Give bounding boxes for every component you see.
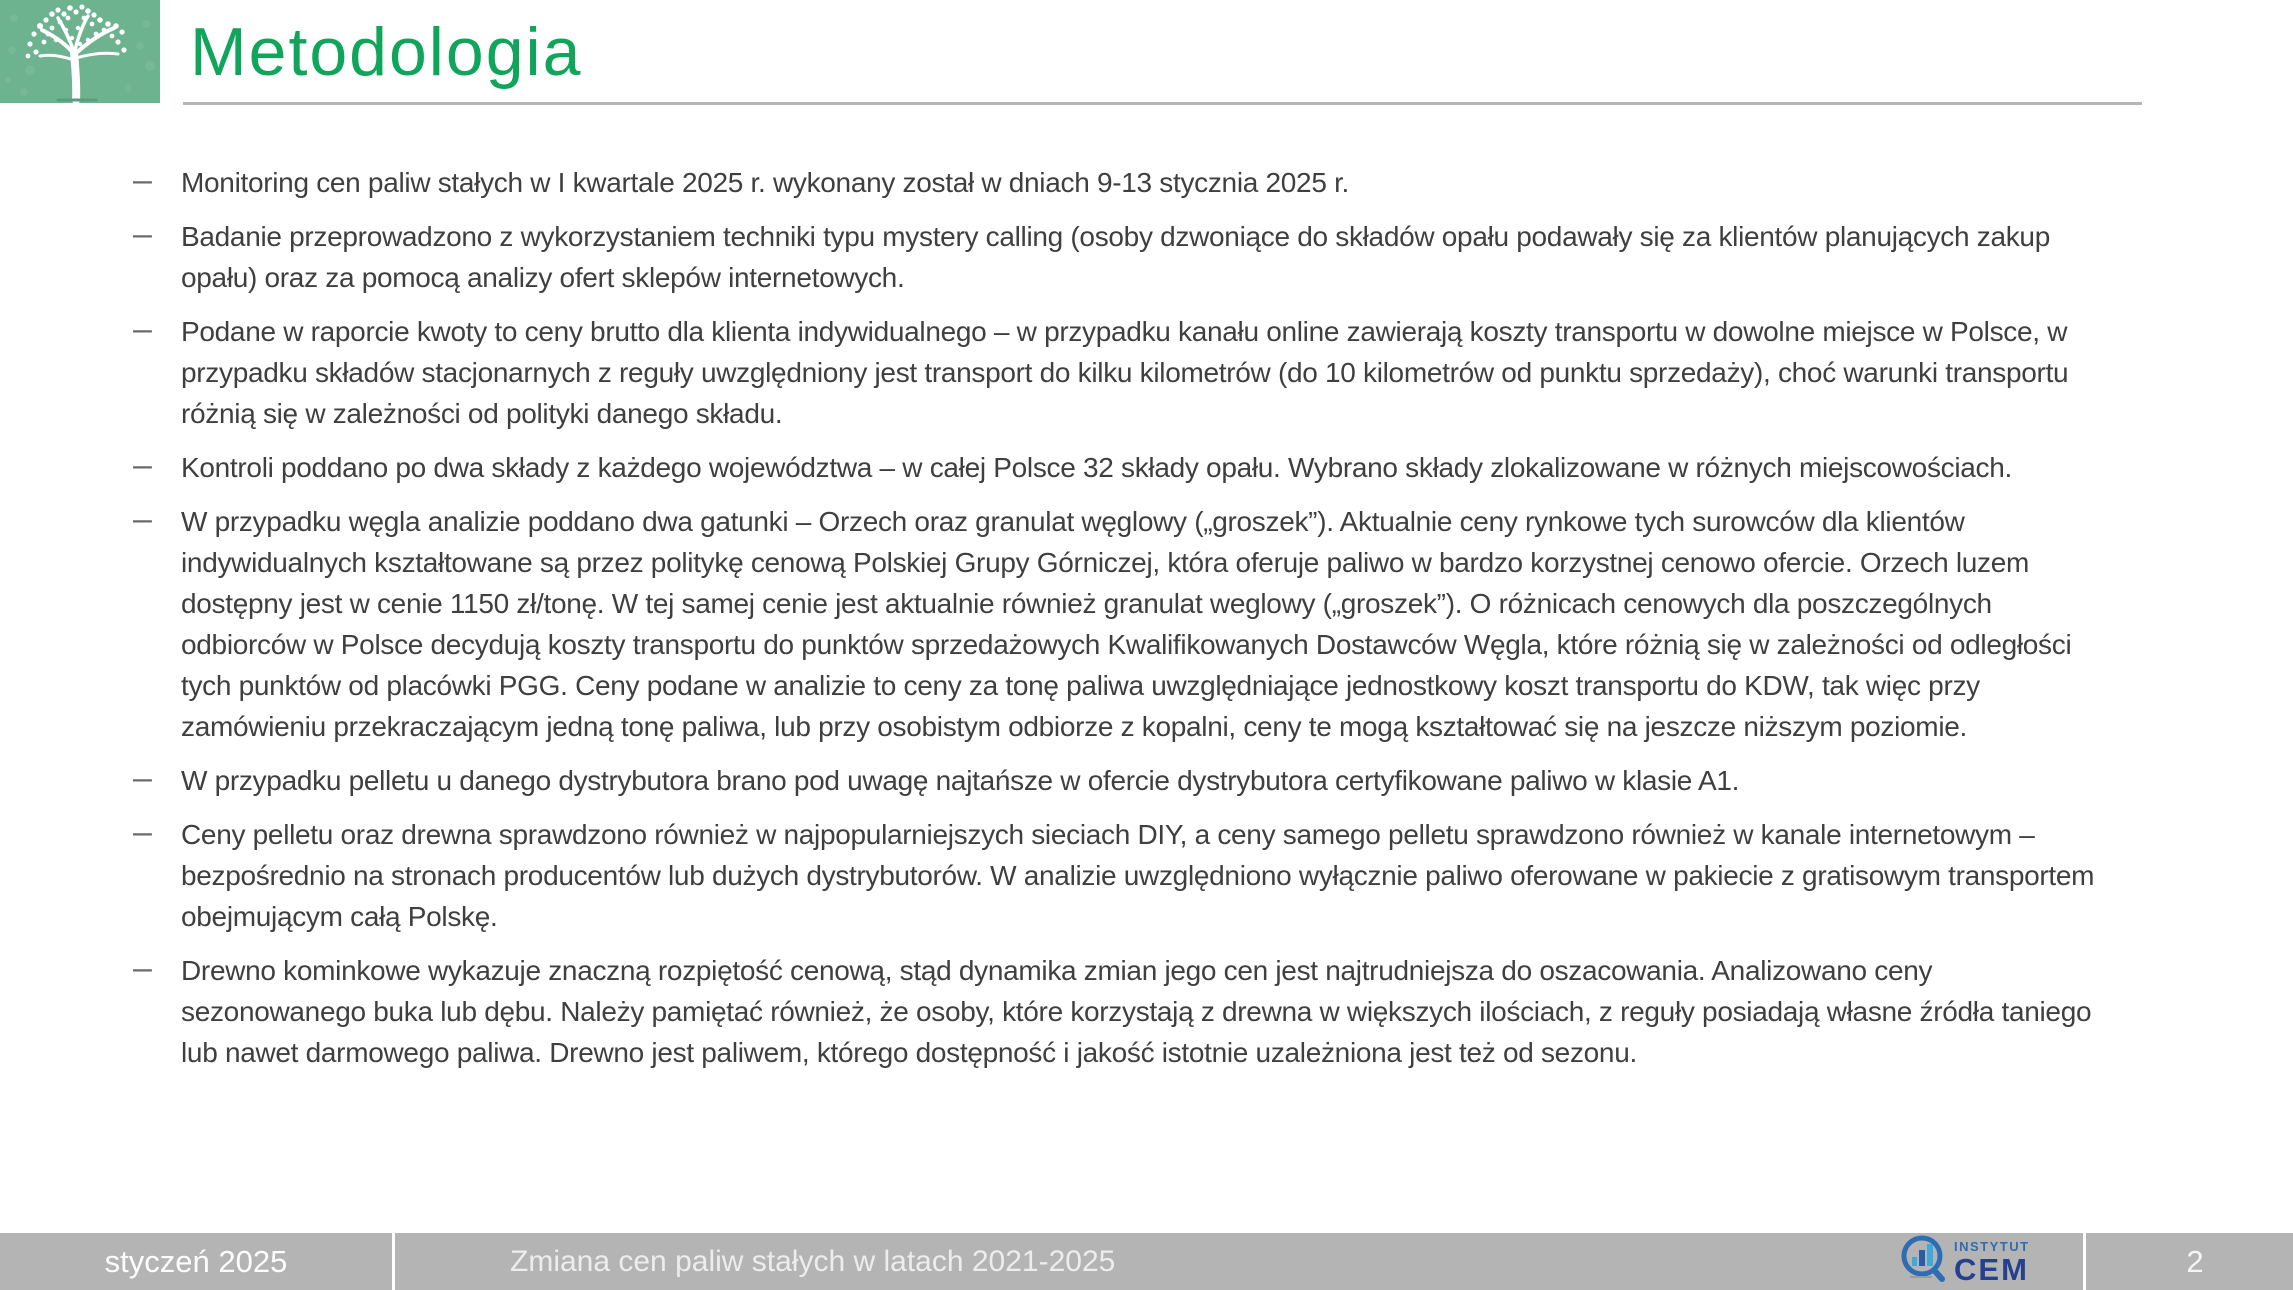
footer-subtitle: Zmiana cen paliw stałych w latach 2021-2025	[510, 1244, 1116, 1278]
cem-logo-text	[1954, 1240, 2030, 1285]
bullet-item	[133, 216, 2123, 298]
dash-bullet-icon: –	[133, 500, 152, 538]
bullet-text: Ceny pelletu oraz drewna sprawdzono również w najpopularniejszych sieciach DIY, a ceny samego pelletu sprawdzono również w kanale internetowym – bezpośrednio na stronach producentów lub dużych dystrybutorów. W analizie uwzględniono wyłącznie paliwo oferowane w pakiecie z gratisowym transportem obejmującym całą Polskę.	[181, 819, 2095, 932]
page-title: Metodologia	[190, 14, 583, 90]
tree-logo	[0, 0, 160, 103]
footer-date: styczeń 2025	[104, 1243, 288, 1279]
bullet-text: Podane w raporcie kwoty to ceny brutto dla klienta indywidualnego – w przypadku kanału online zawierają koszty transportu w dowolne miejsce w Polsce, w przypadku składów stacjonarnych z reguły uwzględniony jest transport do kilku kilometrów (do 10 kilometrów od punktu sprzedaży), choć warunki transportu różnią się w zależności od polityki danego składu.	[181, 316, 2069, 429]
bullet-item	[133, 447, 2123, 488]
bullet-text: Drewno kominkowe wykazuje znaczną rozpiętość cenową, stąd dynamika zmian jego cen jest najtrudniejsza do oszacowania. Analizowano ceny sezonowanego buka lub dębu. Należy pamiętać również, że osoby, które korzystają z drewna w większych ilościach, z reguły posiadają własne źródła taniego lub nawet darmowego paliwa. Drewno jest paliwem, którego dostępność i jakość istotnie uzależniona jest też od sezonu.	[181, 955, 2092, 1068]
dash-bullet-icon: –	[133, 215, 152, 253]
dash-bullet-icon: –	[133, 759, 152, 797]
cem-logo	[1898, 1237, 2030, 1286]
footer-divider	[2083, 1233, 2086, 1290]
bullet-text: Monitoring cen paliw stałych w I kwartale 2025 r. wykonany został w dniach 9-13 stycznia 2025 r.	[181, 167, 1350, 198]
tree-icon	[0, 0, 160, 103]
bullet-item	[133, 501, 2123, 747]
footer-bar	[0, 1233, 2293, 1290]
dash-bullet-icon: –	[133, 310, 152, 348]
cem-logo-small-label: INSTYTUT	[1954, 1239, 2030, 1254]
bullet-item	[133, 760, 2123, 801]
title-underline	[183, 102, 2142, 105]
cem-chart-magnifier-icon	[1898, 1233, 1950, 1290]
footer-divider	[392, 1233, 395, 1290]
bullet-item	[133, 311, 2123, 434]
bullet-text: W przypadku pelletu u danego dystrybutora brano pod uwagę najtańsze w ofercie dystrybutora certyfikowane paliwo w klasie A1.	[181, 765, 1740, 796]
dash-bullet-icon: –	[133, 813, 152, 851]
bullet-text: Kontroli poddano po dwa składy z każdego województwa – w całej Polsce 32 składy opału. Wybrano składy zlokalizowane w różnych miejscowościach.	[181, 452, 2012, 483]
bullet-item	[133, 162, 2123, 203]
bullet-item	[133, 814, 2123, 937]
bullet-item	[133, 950, 2123, 1073]
dash-bullet-icon: –	[133, 949, 152, 987]
bullet-list	[133, 162, 2123, 1086]
cem-logo-large-label: CEM	[1954, 1252, 2029, 1287]
bullet-text: W przypadku węgla analizie poddano dwa gatunki – Orzech oraz granulat węglowy („groszek”). Aktualnie ceny rynkowe tych surowców dla klientów indywidualnych kształtowane są przez politykę cenową Polskiej Grupy Górniczej, która oferuje paliwo w bardzo korzystnej cenowo ofercie. Orzech luzem dostępny jest w cenie 1150 zł/tonę. W tej samej cenie jest aktualnie również granulat weglowy („groszek”). O różnicach cenowych dla poszczególnych odbiorców w Polsce decydują koszty transportu do punktów sprzedażowych Kwalifikowanych Dostawców Węgla, które różnią się w zależności od odległości tych punktów od placówki PGG. Ceny podane w analizie to ceny za tonę paliwa uwzględniające jednostkowy koszt transportu do KDW, tak więc przy zamówieniu przekraczającym jedną tonę paliwa, lub przy osobistym odbiorze z kopalni, ceny te mogą kształtować się na jeszcze niższym poziomie.	[181, 506, 2072, 742]
dash-bullet-icon: –	[133, 446, 152, 484]
bullet-text: Badanie przeprowadzono z wykorzystaniem techniki typu mystery calling (osoby dzwoniące do składów opału podawały się za klientów planujących zakup opału) oraz za pomocą analizy ofert sklepów internetowych.	[181, 221, 2050, 293]
dash-bullet-icon: –	[133, 161, 152, 199]
page-number: 2	[2186, 1243, 2204, 1279]
